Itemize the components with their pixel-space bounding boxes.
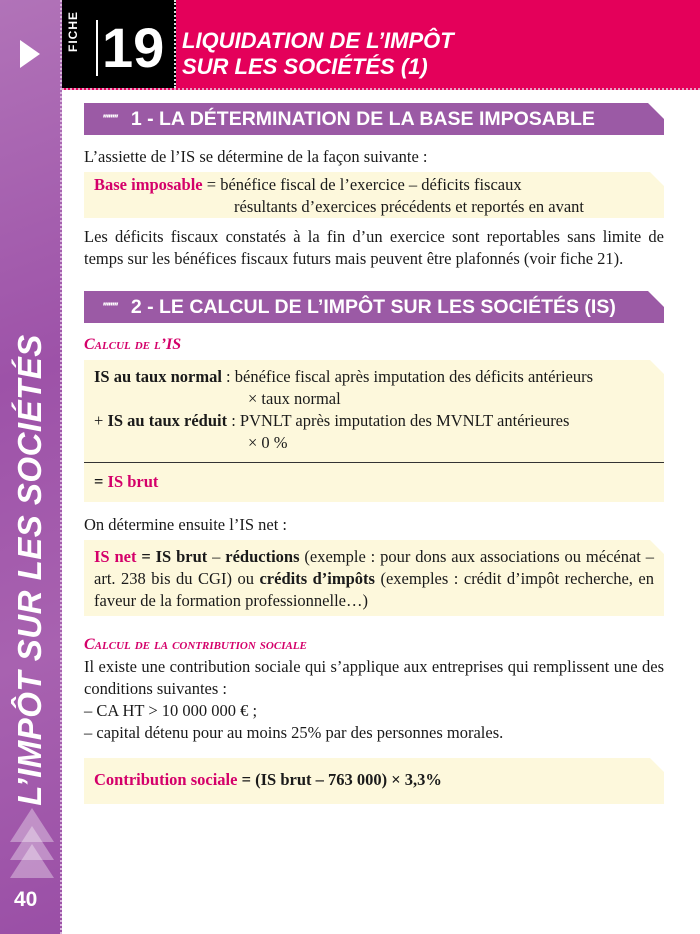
paragraph: Il existe une contribution sociale qui s’applique aux entreprises qui remplissent une des conditions suivantes : [84, 657, 664, 698]
condition: – capital détenu pour au moins 25% par des personnes morales. [84, 723, 504, 742]
text: (exemple : pour dons aux associations ou mécénat – art. 238 bis du CGI) ou [94, 547, 655, 588]
is-brut: IS brut [155, 547, 208, 566]
section-heading [84, 103, 664, 135]
row-text: : PVNLT après imputation des MVNLT antérieures [227, 411, 570, 430]
section-heading [84, 291, 664, 323]
total-label: IS brut [107, 472, 159, 491]
sidebar [0, 0, 62, 934]
row-label: IS au taux normal [94, 367, 222, 386]
section-title: 2 - LE CALCUL DE L’IMPÔT SUR LES SOCIÉTÉS (IS) [130, 296, 616, 318]
text: (exemples : crédit d’impôt recherche, en faveur de la formation professionnelle…) [94, 569, 654, 610]
cs-formula: = (IS brut – 763 000) × 3,3% [237, 770, 442, 789]
row-label: IS au taux réduit [107, 411, 228, 430]
net-label: IS net [94, 547, 137, 566]
row-prefix: + [94, 411, 108, 430]
is-calc-box [84, 360, 664, 502]
is-net-box [84, 540, 664, 616]
intro-text: L’assiette de l’IS se détermine de la façon suivante : [84, 147, 428, 166]
fiche-badge [62, 0, 176, 88]
section-title: 1 - LA DÉTERMINATION DE LA BASE IMPOSABLE [130, 108, 595, 130]
fiche-number: 19 [96, 20, 164, 76]
page-number: 40 [14, 888, 38, 911]
credits: crédits d’impôts [259, 569, 375, 588]
row-text: × taux normal [248, 389, 341, 408]
row-text: : bénéfice fiscal après imputation des déficits antérieurs [221, 367, 594, 386]
net-intro: On détermine ensuite l’IS net : [84, 515, 287, 534]
cs-label: Contribution sociale [94, 770, 238, 789]
dots-icon: '''''''' [102, 112, 117, 126]
formula-text: = bénéfice fiscal de l’exercice – déficits fiscaux [202, 175, 522, 194]
formula-box [84, 172, 664, 218]
total-prefix: = [94, 472, 108, 491]
subheading: Calcul de la contribution sociale [84, 636, 307, 653]
triangle-icon [10, 844, 54, 878]
reductions: réductions [225, 547, 300, 566]
page-title [182, 28, 454, 80]
play-arrow-icon [20, 40, 40, 68]
row-text: × 0 % [248, 433, 288, 452]
title-line: SUR LES SOCIÉTÉS (1) [182, 54, 428, 79]
sidebar-title: L’IMPÔT SUR LES SOCIÉTÉS [11, 334, 48, 806]
contribution-box [84, 758, 664, 804]
subheading: Calcul de l’IS [84, 336, 182, 353]
fiche-label: FICHE [66, 11, 80, 52]
paragraph: Les déficits fiscaux constatés à la fin d’un exercice sont reportables sans limite de temps sur les bénéfices fiscaux futurs mais peuvent être plafonnés (voir fiche 21). [84, 227, 664, 268]
condition: – CA HT > 10 000 000 € ; [84, 701, 258, 720]
formula-label: Base imposable [94, 175, 203, 194]
title-line: LIQUIDATION DE L’IMPÔT [182, 28, 454, 53]
formula-text: résultants d’exercices précédents et reportés en avant [234, 197, 584, 216]
eq: = [136, 547, 156, 566]
page-header [62, 0, 700, 90]
dots-icon: '''''''' [102, 300, 117, 314]
minus: – [207, 547, 226, 566]
